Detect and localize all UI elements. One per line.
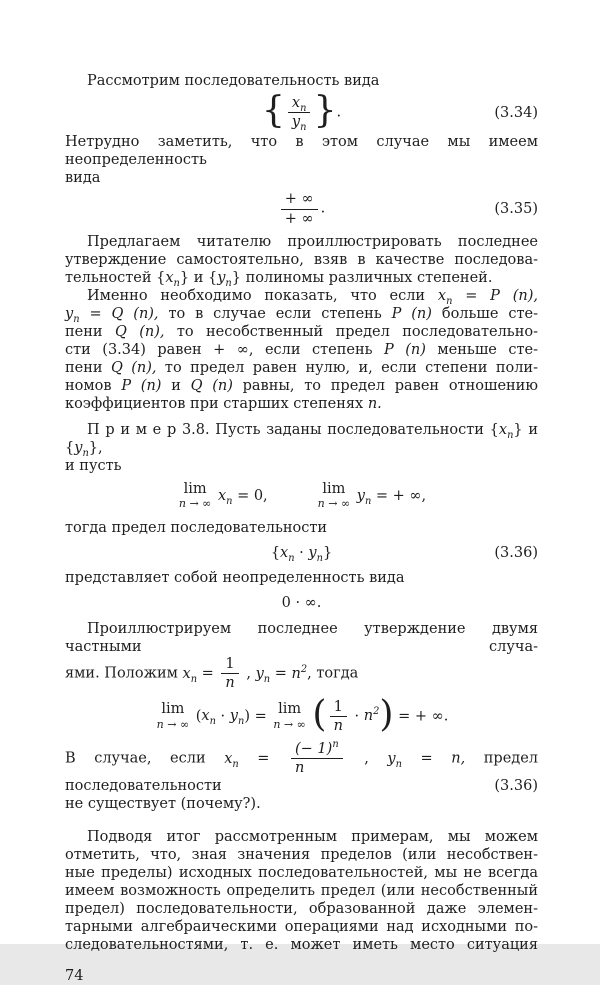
- fraction: [330, 699, 347, 734]
- math-token: то в случае если степень: [158, 305, 392, 322]
- text-line: Подводя итог рассмотренным примерам, мы можем: [87, 828, 538, 845]
- text-line: не существует (почему?).: [65, 795, 261, 812]
- math-token: + ∞: [284, 191, 314, 208]
- math-token: Q (n),: [111, 305, 159, 322]
- math-token: .: [336, 104, 342, 121]
- text-line: утверждение самостоятельно, взяв в качестве последова-: [65, 251, 538, 268]
- text-line: [65, 305, 538, 323]
- math-token: то предел равен нулю, и, если степени поли-: [156, 359, 538, 376]
- text-line: [65, 269, 538, 287]
- math-token: пени: [65, 323, 115, 340]
- formula-infinity-over-infinity: [278, 191, 325, 226]
- math-token: P (n): [384, 341, 426, 358]
- fraction: [291, 741, 343, 776]
- math-token: n,: [451, 750, 466, 767]
- formula-limits-pair: [177, 482, 426, 510]
- limit-operator: lim n → ∞: [178, 480, 212, 511]
- math-token: $x_n$: [437, 287, 453, 307]
- math-token: номов: [65, 377, 122, 394]
- fraction: [288, 95, 311, 134]
- math-token: $x_n$: [291, 95, 307, 114]
- equation-number-3-35: (3.35): [494, 201, 538, 218]
- math-token: n: [333, 717, 343, 734]
- paragraph-then-limit: [65, 519, 538, 537]
- math-token: } и {: [65, 421, 538, 456]
- text-line: [65, 341, 538, 359]
- math-token: то несобственный предел последовательно-: [164, 323, 538, 340]
- equation-number-3-34: (3.34): [494, 104, 538, 121]
- math-token: = 0,: [232, 488, 268, 505]
- text-line: имеем возможность определить предел (или несобственный: [65, 882, 538, 899]
- math-token: пени: [65, 359, 111, 376]
- math-token: $y_n$: [217, 269, 232, 289]
- math-token: ) =: [244, 708, 272, 725]
- text-line: Рассмотрим последовательность вида: [87, 73, 380, 89]
- math-token: {: [270, 545, 281, 562]
- math-token: ): [379, 692, 394, 736]
- text-line: [65, 395, 538, 413]
- math-token: $y_n$: [255, 665, 271, 685]
- page-number: 74: [65, 967, 84, 984]
- math-token: $x_n$: [217, 488, 233, 507]
- math-token: P (n),: [490, 287, 538, 304]
- math-token: коэффициентов при старших степенях: [65, 395, 368, 412]
- math-token: 1: [225, 656, 235, 673]
- paragraph-example-3-8: [65, 421, 538, 475]
- page-content: [65, 72, 538, 985]
- math-token: } и {: [179, 269, 218, 286]
- equation-3-34: [65, 88, 538, 134]
- math-token: + ∞: [284, 210, 314, 227]
- paragraph-polynomial-cases: [65, 287, 538, 413]
- text-line: [65, 421, 538, 457]
- text-line: отметить, что, зная значения пределов (или несобствен-: [65, 846, 538, 863]
- text-line: предел) последовательности, образованной даже элемен-: [65, 900, 538, 917]
- display-limit-product: [65, 692, 538, 736]
- text-line: представляет собой неопределенность вида: [65, 570, 405, 587]
- math-token: , тогда: [307, 665, 359, 682]
- math-token: =: [197, 665, 219, 682]
- math-token: ·: [294, 545, 309, 562]
- text-line: тогда предел последовательности: [65, 520, 328, 537]
- math-token: $y_n$: [356, 488, 372, 507]
- math-token: равны, то предел равен отношению: [232, 377, 538, 394]
- text-line: и пусть: [65, 457, 122, 474]
- math-token: Именно необходимо показать, что если: [87, 287, 438, 304]
- math-token: $y_n$: [308, 545, 323, 565]
- math-token: 1: [333, 698, 343, 715]
- math-token: Q (n): [190, 377, 233, 394]
- math-token: .: [320, 201, 326, 218]
- math-token: P (n): [391, 305, 432, 322]
- math-token: больше сте-: [431, 305, 538, 322]
- text-line: Проиллюстрируем последнее утверждение двумя частными случа-: [65, 621, 538, 656]
- math-token: сти (3.34) равен + ∞, если степень: [65, 341, 385, 358]
- math-token: (− 1)$^n$: [295, 739, 339, 758]
- math-token: 0 · ∞.: [281, 595, 322, 612]
- text-line: вида: [65, 170, 101, 187]
- math-token: $y_n$: [387, 750, 402, 770]
- math-token: $y_n$: [229, 708, 245, 728]
- math-token: $x_n$: [280, 545, 295, 565]
- equation-3-35: [65, 191, 538, 226]
- math-token: =: [79, 305, 112, 322]
- math-token: В случае, если: [65, 750, 225, 767]
- math-token: }: [313, 88, 337, 132]
- math-token: {: [261, 88, 285, 132]
- equation-3-36: [65, 545, 538, 565]
- formula-limit-product: [155, 692, 449, 736]
- math-token: } полиномы различных степеней.: [231, 269, 493, 286]
- math-token: $y_n$: [65, 305, 80, 325]
- math-token: $x_n$: [182, 665, 198, 685]
- paragraph-indeterminate: [65, 133, 538, 187]
- equation-number-3-36: (3.36): [494, 545, 538, 562]
- math-token: $n^2$: [363, 706, 380, 725]
- math-token: = + ∞,: [371, 488, 427, 505]
- fraction: [221, 656, 238, 691]
- math-token: $x_n$: [498, 421, 514, 441]
- fraction: [281, 191, 318, 226]
- limit-operator: lim n → ∞: [273, 701, 306, 731]
- math-token: ями. Положим: [65, 665, 183, 682]
- math-token: $n^2$: [291, 664, 308, 682]
- math-token: =: [401, 750, 452, 767]
- math-token: предел последовательности (3.36): [65, 750, 538, 794]
- paragraph-summary: [65, 828, 538, 954]
- math-token: }: [322, 545, 333, 562]
- text-line: [65, 323, 538, 341]
- math-token: $x_n$: [201, 708, 216, 728]
- math-token: P (n): [121, 377, 162, 394]
- paragraph-intro-sequence: [65, 72, 538, 90]
- math-token: },: [88, 439, 103, 456]
- text-line: Предлагаем читателю проиллюстрировать последнее: [87, 233, 538, 250]
- text-line: [65, 359, 538, 377]
- math-token: =: [238, 750, 289, 767]
- text-line: [65, 287, 538, 305]
- math-token: (: [312, 692, 327, 736]
- text-line: [65, 741, 538, 794]
- text-line: ные пределы) исходных последовательностей, мы не всегда: [65, 864, 538, 881]
- text-line: следовательностями, т. е. может иметь место ситуация: [65, 936, 538, 953]
- math-token: n: [225, 675, 235, 692]
- math-token: Q (n),: [114, 323, 165, 340]
- math-token: n: [295, 760, 305, 777]
- math-token: =: [270, 665, 292, 682]
- math-token: n.: [367, 395, 382, 412]
- display-limits-pair: [65, 482, 538, 510]
- paragraph-illustrate-cases: [65, 620, 538, 691]
- formula-zero-times-infinity: [282, 595, 322, 611]
- math-token: $x_n$: [165, 269, 180, 289]
- math-token: ·: [215, 708, 230, 725]
- math-token: $x_n$: [224, 750, 239, 770]
- text-line: [65, 656, 538, 691]
- math-token: ,: [345, 750, 388, 767]
- text-line: Нетрудно заметить, что в этом случае мы имеем неопределенность: [65, 134, 538, 169]
- math-token: меньше сте-: [425, 341, 538, 358]
- paragraph-indeterminate-form: [65, 569, 538, 587]
- formula-xn-times-yn: [270, 545, 333, 565]
- paragraph-reader-exercise: [65, 233, 538, 287]
- math-token: Q (n),: [110, 359, 157, 376]
- math-token: =: [452, 287, 491, 304]
- limit-operator: lim n → ∞: [156, 701, 190, 731]
- math-token: = + ∞.: [393, 708, 449, 725]
- text-line: тарными алгебраическими операциями над исходными по-: [65, 918, 538, 935]
- formula-xn-over-yn: [261, 88, 342, 134]
- math-token: ,: [241, 665, 256, 682]
- math-token: ·: [349, 708, 364, 725]
- paragraph-case-no-limit: [65, 741, 538, 812]
- math-token: П р и м е р 3.8. Пусть заданы последовательности {: [87, 421, 499, 438]
- math-token: и: [161, 377, 191, 394]
- math-token: $y_n$: [74, 439, 89, 459]
- math-token: $y_n$: [291, 114, 307, 134]
- text-line: [65, 377, 538, 395]
- limit-operator: lim n → ∞: [317, 480, 351, 511]
- display-zero-infinity: [65, 595, 538, 611]
- math-token: тельностей {: [65, 269, 166, 286]
- math-token: (: [191, 708, 202, 725]
